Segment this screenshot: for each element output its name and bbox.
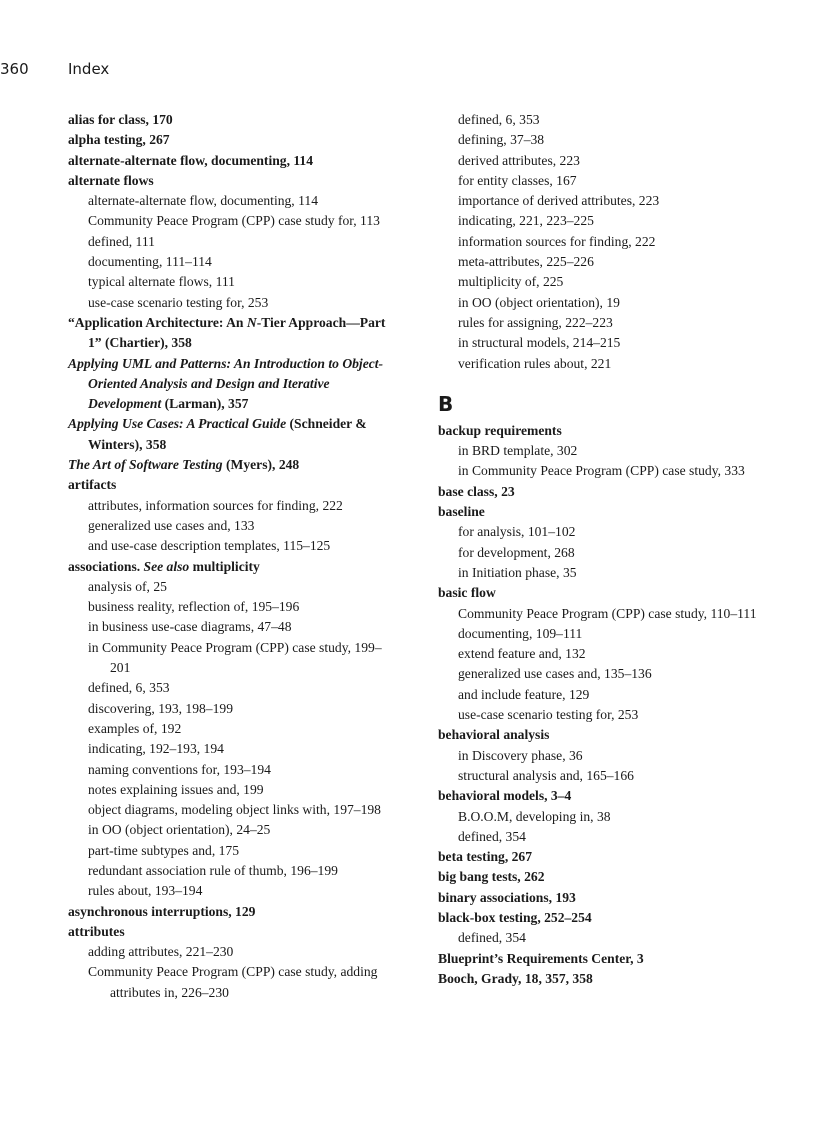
index-entry: alternate-alternate flow, documenting, 114: [68, 152, 314, 168]
index-subentry: in structural models, 214–215: [458, 335, 621, 351]
index-subentry: importance of derived attributes, 223: [458, 193, 660, 209]
index-entry: attributes: [68, 923, 125, 939]
index-entry: big bang tests, 262: [438, 869, 545, 885]
index-subentry: discovering, 193, 198–199: [88, 700, 233, 716]
index-subentry: documenting, 111–114: [88, 254, 212, 270]
index-subentry: alternate-alternate flow, documenting, 114: [88, 193, 318, 209]
index-subentry: information sources for finding, 222: [458, 233, 656, 249]
index-subentry: in Discovery phase, 36: [458, 747, 583, 763]
index-subentry: examples of, 192: [88, 720, 182, 736]
section-letter: B: [438, 391, 454, 416]
index-subentry: adding attributes, 221–230: [88, 944, 234, 960]
index-subentry: typical alternate flows, 111: [88, 274, 235, 290]
index-subentry: rules for assigning, 222–223: [458, 314, 613, 330]
index-subentry: object diagrams, modeling object links with, 197–198: [88, 802, 381, 818]
index-subentry: defined, 6, 353: [88, 680, 170, 696]
index-subentry: and use-case description templates, 115–125: [88, 538, 331, 554]
index-subentry: business reality, reflection of, 195–196: [88, 599, 300, 615]
index-entry: Applying UML and Patterns: An Introduction to Object-Oriented Analysis and Design and Iterative Development (Larman), 357: [68, 355, 384, 412]
index-subentry: rules about, 193–194: [88, 883, 203, 899]
index-subentry: meta-attributes, 225–226: [458, 254, 594, 270]
index-entry: Blueprint’s Requirements Center, 3: [438, 950, 644, 966]
index-entry: behavioral analysis: [438, 727, 550, 743]
index-subentry: generalized use cases and, 133: [88, 517, 255, 533]
index-subentry: Community Peace Program (CPP) case study, 110–111: [458, 605, 757, 621]
index-entry: asynchronous interruptions, 129: [68, 903, 256, 919]
index-subentry: defined, 354: [458, 828, 526, 844]
index-subentry: naming conventions for, 193–194: [88, 761, 271, 777]
index-subentry: extend feature and, 132: [458, 646, 586, 662]
index-subentry: multiplicity of, 225: [458, 274, 564, 290]
index-subentry: generalized use cases and, 135–136: [458, 666, 652, 682]
index-entry: alias for class, 170: [68, 112, 173, 127]
index-entry: backup requirements: [438, 422, 562, 438]
index-subentry: defining, 37–38: [458, 132, 545, 148]
index-subentry: in Community Peace Program (CPP) case study, 199–201: [88, 639, 382, 676]
index-subentry: defined, 354: [458, 930, 526, 946]
page-number: 360: [0, 60, 29, 78]
index-entry: baseline: [438, 504, 485, 520]
index-subentry: for development, 268: [458, 544, 575, 560]
index-subentry: in OO (object orientation), 24–25: [88, 822, 271, 838]
index-entry: basic flow: [438, 585, 496, 601]
index-subentry: in Initiation phase, 35: [458, 564, 577, 580]
index-subentry: in business use-case diagrams, 47–48: [88, 619, 292, 635]
index-subentry: analysis of, 25: [88, 578, 167, 594]
index-subentry: for entity classes, 167: [458, 172, 577, 188]
index-entry: alpha testing, 267: [68, 132, 170, 148]
index-subentry: indicating, 192–193, 194: [88, 741, 224, 757]
index-subentry: in BRD template, 302: [458, 443, 578, 459]
index-entry: artifacts: [68, 477, 117, 493]
index-subentry: defined, 111: [88, 233, 155, 249]
index-entry: beta testing, 267: [438, 849, 533, 865]
index-subentry: B.O.O.M, developing in, 38: [458, 808, 611, 824]
index-subentry: Community Peace Program (CPP) case study, adding attributes in, 226–230: [88, 964, 378, 1000]
index-subentry: redundant association rule of thumb, 196–199: [88, 862, 338, 878]
index-subentry: defined, 6, 353: [458, 112, 540, 127]
index-entry: black-box testing, 252–254: [438, 909, 592, 925]
index-subentry: for analysis, 101–102: [458, 524, 576, 540]
index-entry: associations. See also multiplicity: [68, 558, 260, 574]
index-column-right: [438, 110, 768, 989]
index-entry: “Application Architecture: An N-Tier Approach—Part 1” (Chartier), 358: [68, 314, 386, 351]
index-subentry: documenting, 109–111: [458, 625, 583, 641]
index-entry: The Art of Software Testing (Myers), 248: [68, 457, 300, 473]
index-entry: binary associations, 193: [438, 889, 576, 905]
index-subentry: part-time subtypes and, 175: [88, 842, 240, 858]
running-head: Index: [68, 60, 110, 78]
index-entry: base class, 23: [438, 483, 515, 499]
index-entry: Applying Use Cases: A Practical Guide (Schneider & Winters), 358: [68, 416, 367, 452]
index-subentry: attributes, information sources for finding, 222: [88, 497, 343, 513]
index-subentry: notes explaining issues and, 199: [88, 781, 264, 797]
index-subentry: Community Peace Program (CPP) case study for, 113: [88, 213, 380, 229]
index-subentry: and include feature, 129: [458, 686, 590, 702]
index-entry: Booch, Grady, 18, 357, 358: [438, 970, 593, 986]
index-entry: behavioral models, 3–4: [438, 788, 572, 804]
index-subentry: verification rules about, 221: [458, 355, 612, 371]
index-column-left: [68, 110, 398, 1003]
index-subentry: indicating, 221, 223–225: [458, 213, 594, 229]
index-subentry: use-case scenario testing for, 253: [458, 707, 639, 723]
index-entry: alternate flows: [68, 172, 154, 188]
index-subentry: structural analysis and, 165–166: [458, 767, 634, 783]
index-subentry: in Community Peace Program (CPP) case study, 333: [458, 463, 745, 479]
index-subentry: use-case scenario testing for, 253: [88, 294, 269, 310]
index-subentry: derived attributes, 223: [458, 152, 580, 168]
index-subentry: in OO (object orientation), 19: [458, 294, 620, 310]
